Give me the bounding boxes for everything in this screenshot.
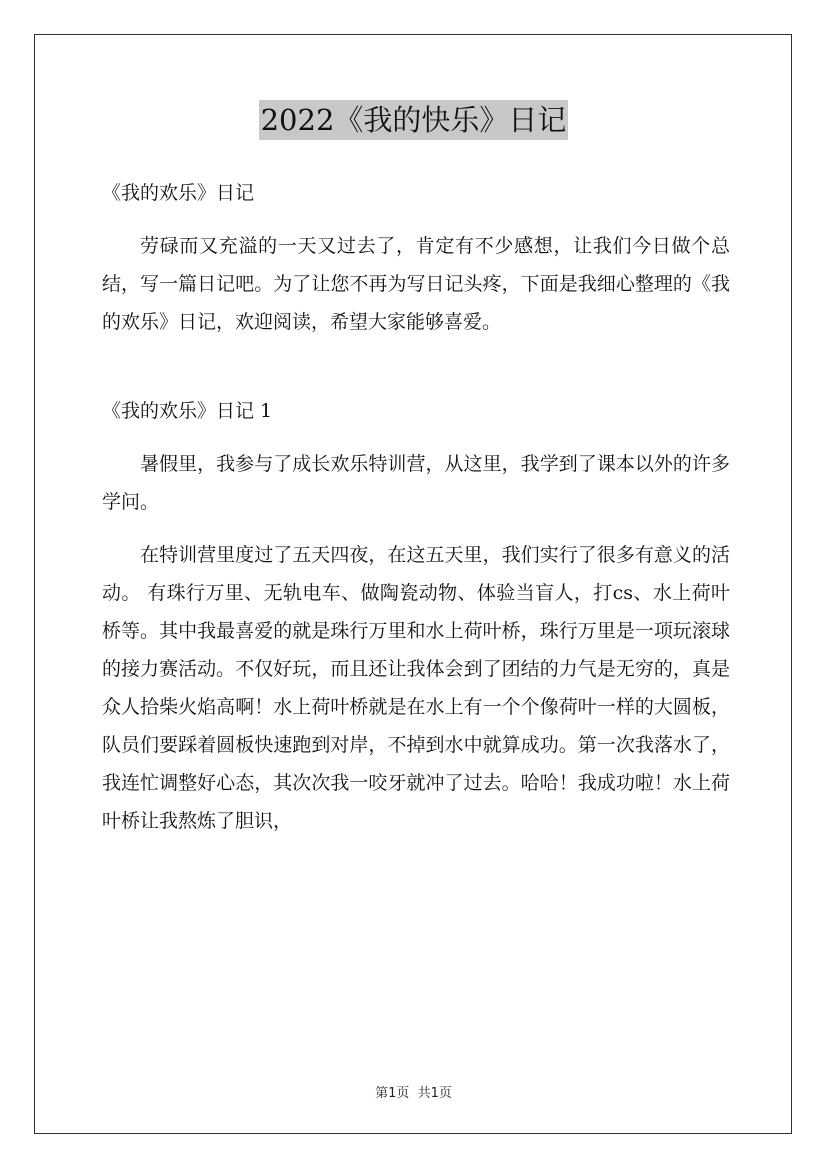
body-paragraph-2: 在特训营里度过了五天四夜，在这五天里，我们实行了很多有意义的活动。 有珠行万里、无轨电车、做陶瓷动物、体验当盲人，打cs、水上荷叶桥等。其中我最喜爱的就是珠行万里和水上荷叶桥，珠行万里是一项玩滚球的接力赛活动。不仅好玩，而且还让我体会到了团结的力气是无穷的，真是众人拾柴火焰高啊！水上荷叶桥就是在水上有一个个像荷叶一样的大圆板，队员们要踩着圆板快速跑到对岸，不掉到水中就算成功。第一次我落水了，我连忙调整好心态，其次次我一咬牙就冲了过去。哈哈！我成功啦！水上荷叶桥让我熬炼了胆识， — [102, 544, 730, 832]
intro-paragraph: 劳碌而又充溢的一天又过去了，肯定有不少感想，让我们今日做个总结，写一篇日记吧。为了让您不再为写日记头疼，下面是我细心整理的《我的欢乐》日记，欢迎阅读，希望大家能够喜爱。 — [102, 235, 730, 333]
title-container — [0, 100, 827, 140]
document-title: 2022《我的快乐》日记 — [259, 100, 569, 140]
intro-heading: 《我的欢乐》日记 — [102, 182, 255, 204]
document-body — [102, 174, 730, 840]
body-paragraph-1: 暑假里，我参与了成长欢乐特训营，从这里，我学到了课本以外的许多学问。 — [102, 453, 730, 513]
page-number: 第1页 — [375, 1086, 410, 1101]
page-footer — [0, 1082, 827, 1101]
section-heading: 《我的欢乐》日记 1 — [102, 400, 273, 422]
page-total: 共1页 — [417, 1086, 452, 1101]
